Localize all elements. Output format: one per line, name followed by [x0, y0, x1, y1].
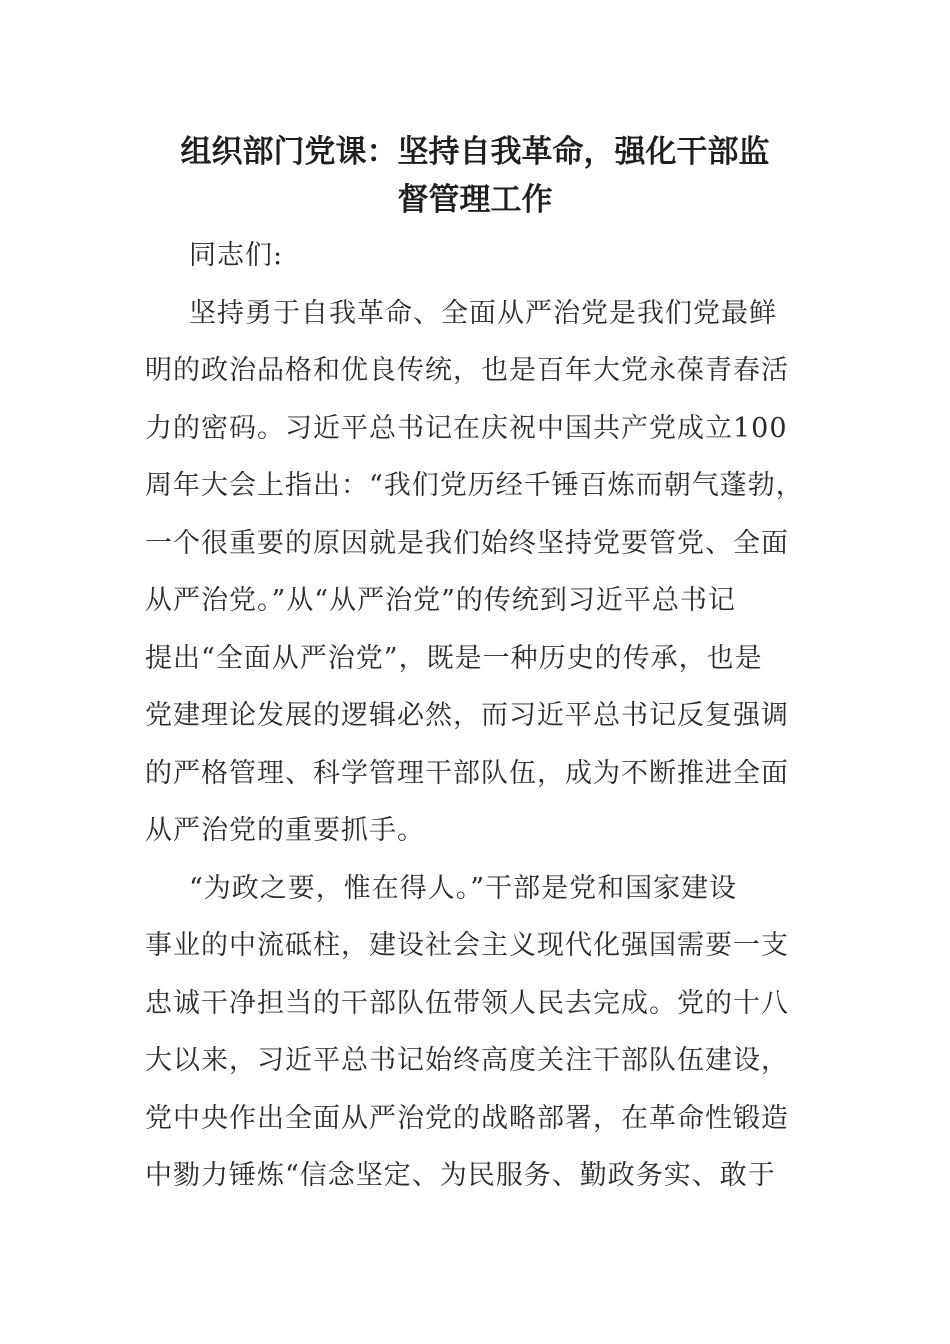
paragraph-1 — [145, 285, 810, 860]
paragraph-2 — [145, 860, 810, 1205]
paragraph-line: 中勠力锤炼“信念坚定、为民服务、勤政务实、敢于 — [145, 1160, 776, 1191]
title-line-1: 组织部门党课：坚持自我革命，强化干部监 — [180, 134, 770, 170]
paragraph-line: 从严治党。”从“从严治党”的传统到习近平总书记 — [145, 585, 736, 616]
paragraph-line: 忠诚干净担当的干部队伍带领人民去完成。党的十八 — [145, 987, 789, 1019]
paragraph-line: 从严治党的重要抓手。 — [145, 815, 425, 846]
paragraph-line: 党中央作出全面从严治党的战略部署，在革命性锻造 — [145, 1102, 789, 1134]
paragraph-line: “为政之要，惟在得人。”干部是党和国家建设 — [189, 872, 738, 904]
title-line-2: 督管理工作 — [397, 182, 553, 218]
document-body — [145, 227, 810, 1205]
paragraph-line: 周年大会上指出：“我们党历经千锤百炼而朝气蓬勃， — [145, 470, 804, 501]
document-title — [150, 128, 800, 224]
paragraph-line: 的严格管理、科学管理干部队伍，成为不断推进全面 — [145, 757, 789, 789]
paragraph-line: 明的政治品格和优良传统，也是百年大党永葆青春活 — [145, 355, 789, 386]
paragraph-line: 提出“全面从严治党”，既是一种历史的传承，也是 — [145, 642, 763, 674]
paragraph-line: 党建理论发展的逻辑必然，而习近平总书记反复强调 — [145, 700, 789, 731]
paragraph-line: 一个很重要的原因就是我们始终坚持党要管党、全面 — [145, 527, 789, 559]
paragraph-line: 坚持勇于自我革命、全面从严治党是我们党最鲜 — [189, 297, 777, 329]
paragraph-line: 大以来，习近平总书记始终高度关注干部队伍建设， — [145, 1045, 789, 1076]
paragraph-line: 力的密码。习近平总书记在庆祝中国共产党成立100 — [145, 412, 788, 444]
paragraph-line: 事业的中流砥柱，建设社会主义现代化强国需要一支 — [145, 930, 789, 961]
salutation: 同志们: — [189, 240, 284, 271]
